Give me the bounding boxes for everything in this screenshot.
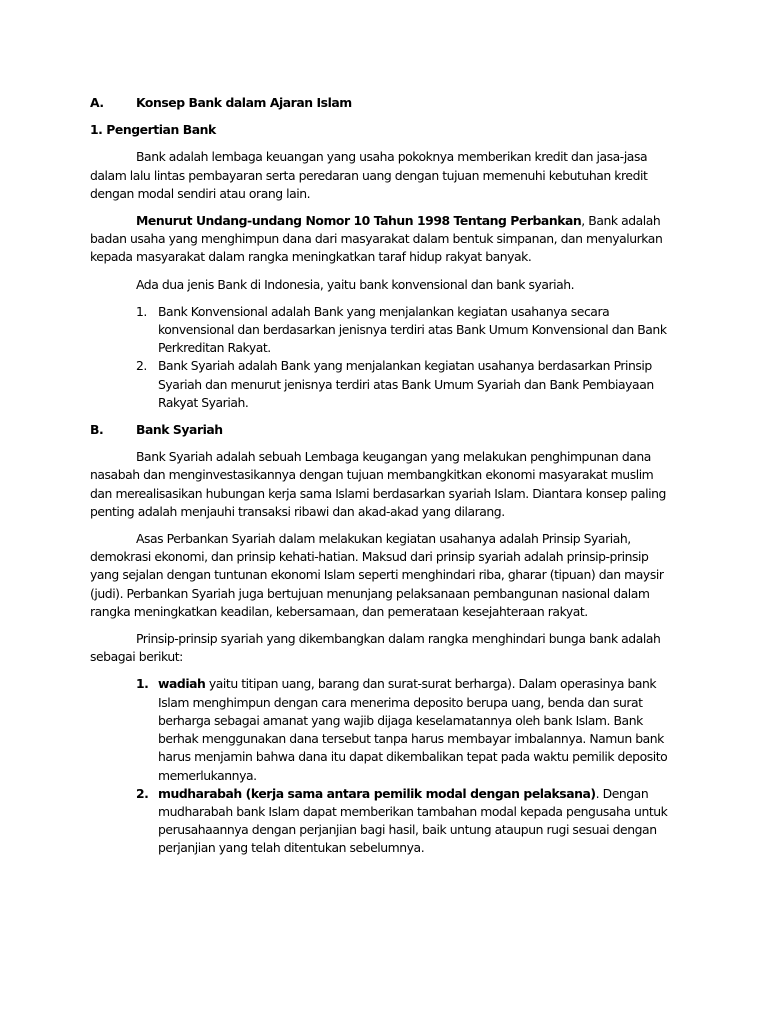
paragraph-undang-undang-bold: Menurut Undang-undang Nomor 10 Tahun 1998 Tentang Perbankan: [136, 213, 582, 229]
list-item-text: [158, 785, 676, 858]
paragraph-undang-undang-rest: , Bank adalah badan usaha yang menghimpun dana dari masyarakat dalam bentuk simpanan, dan menyalurkan kepada masyarakat dalam rangka meningkatkan taraf hidup rakyat banyak.: [90, 213, 663, 265]
section-a-heading: [90, 94, 676, 112]
list-item-term: mudharabah (kerja sama antara pemilik modal dengan pelaksana): [158, 785, 596, 801]
section-b-heading: [90, 421, 676, 439]
list-item: [90, 303, 676, 358]
list-item-text: Bank Konvensional adalah Bank yang menjalankan kegiatan usahanya secara konvensional dan berdasarkan jenisnya terdiri atas Bank Umum Konvensional dan Bank Perkreditan Rakyat.: [158, 303, 667, 356]
list-item-description: . Dengan mudharabah bank Islam dapat memberikan tambahan modal kepada pengusaha untuk perusahaannya dengan perjanjian bagi hasil, baik untung ataupun rugi sesuai dengan perjanjian yang telah ditentukan sebelumnya.: [158, 785, 668, 856]
section-a-title: Konsep Bank dalam Ajaran Islam: [136, 95, 352, 110]
paragraph-prinsip-syariah: Prinsip-prinsip syariah yang dikembangkan dalam rangka menghindari bunga bank adalah sebagai berikut:: [90, 631, 661, 665]
list-item-number: 1.: [136, 303, 147, 319]
paragraph-bank-syariah: Bank Syariah adalah sebuah Lembaga keugangan yang melakukan penghimpunan dana nasabah dan menginvestasikannya dengan tujuan membangkitkan ekonomi masyarakat muslim dan merealisasikan hubungan kerja sama Islami berdasarkan syariah Islam. Diantara konsep paling penting adalah menjauhi transaksi ribawi dan akad-akad yang dilarang.: [90, 449, 666, 519]
list-item: [90, 785, 676, 858]
list-item-number: 2.: [136, 785, 149, 801]
list-item-number: 1.: [136, 676, 149, 692]
paragraph-bank-definition: Bank adalah lembaga keuangan yang usaha pokoknya memberikan kredit dan jasa-jasa dalam lalu lintas pembayaran serta peredaran uang dengan tujuan memenuhi kebutuhan kredit dengan modal sendiri atau orang lain.: [90, 149, 648, 201]
list-item: [90, 357, 676, 412]
paragraph-bank-types: Ada dua jenis Bank di Indonesia, yaitu bank konvensional dan bank syariah.: [136, 276, 575, 292]
prinsip-syariah-list: [90, 675, 676, 857]
section-b-letter: B.: [90, 422, 104, 438]
bank-types-list: [90, 303, 676, 412]
list-item-term: wadiah: [158, 676, 206, 692]
subsection-1-heading: 1. Pengertian Bank: [90, 122, 216, 138]
section-a-letter: A.: [90, 95, 104, 110]
list-item-text: [158, 675, 676, 784]
paragraph-asas-perbankan: Asas Perbankan Syariah dalam melakukan kegiatan usahanya adalah Prinsip Syariah, demokrasi ekonomi, dan prinsip kehati-hatian. Maksud dari prinsip syariah adalah prinsip-prinsip yang sejalan dengan tuntunan ekonomi Islam seperti menghindari riba, gharar (tipuan) dan maysir (judi). Perbankan Syariah juga bertujuan menunjang pelaksanaan pembangunan nasional dalam rangka meningkatkan keadilan, kebersamaan, dan pemerataan kesejahteraan rakyat.: [90, 531, 664, 619]
list-item-number: 2.: [136, 358, 147, 374]
section-b-title: Bank Syariah: [136, 422, 223, 438]
paragraph-undang-undang: [90, 212, 676, 267]
list-item-text: Bank Syariah adalah Bank yang menjalankan kegiatan usahanya berdasarkan Prinsip Syariah dan menurut jenisnya terdiri atas Bank Umum Syariah dan Bank Pembiayaan Rakyat Syariah.: [158, 358, 654, 410]
list-item-description: yaitu titipan uang, barang dan surat-surat berharga). Dalam operasinya bank Islam menghimpun dengan cara menerima deposito berupa uang, benda dan surat berharga sebagai amanat yang wajib dijaga keselamatannya oleh bank Islam. Bank berhak menggunakan dana tersebut tanpa harus membayar imbalannya. Namun bank harus menjamin bahwa dana itu dapat dikembalikan tepat pada waktu pemilik deposito memerlukannya.: [158, 676, 668, 783]
list-item: [90, 675, 676, 784]
